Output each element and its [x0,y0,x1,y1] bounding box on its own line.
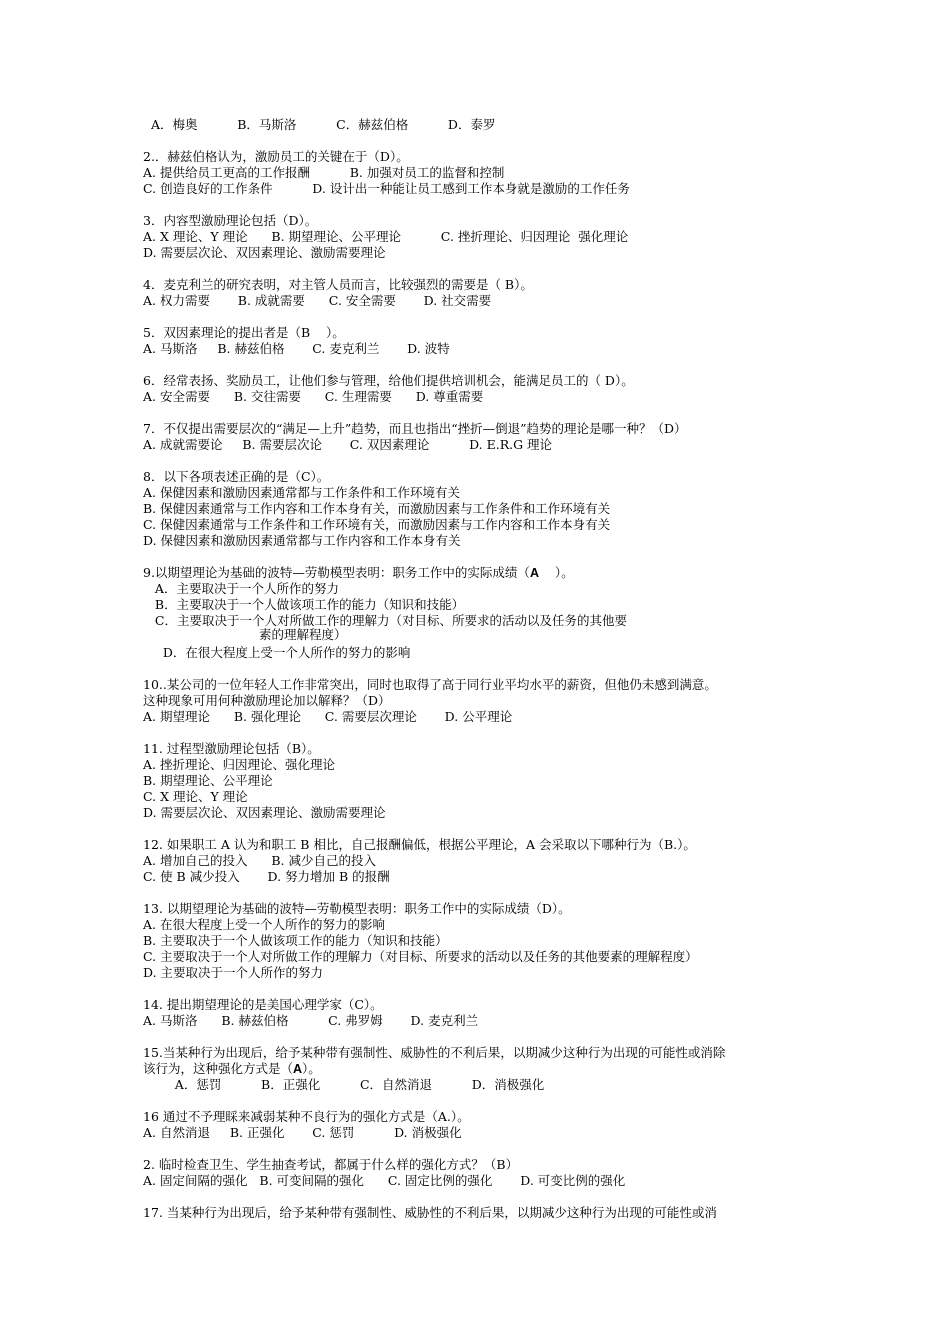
q9-option-c-cont: 素的理解程度） [259,627,347,642]
q10-stem: 10..某公司的一位年轻人工作非常突出，同时也取得了高于同行业平均水平的薪资，但他仍未感到满意。 [143,677,717,692]
q10-stem-cont: 这种现象可用何种激励理论加以解释？（D） [143,693,391,708]
q8-stem: 8．以下各项表述正确的是（C）。 [143,469,330,484]
q5-stem: 5．双因素理论的提出者是（B ）。 [143,325,345,340]
q15-stem-cont [143,1061,321,1077]
q8-option-b: B. 保健因素通常与工作内容和工作本身有关，而激励因素与工作条件和工作环境有关 [143,501,611,516]
q9-option-c: C．主要取决于一个人对所做工作的理解力（对目标、所要求的活动以及任务的其他要 [143,613,627,628]
q9-answer: A [529,566,539,580]
q11-option-c: C. X 理论、Y 理论 [143,789,248,804]
q17-stem: 17. 当某种行为出现后，给予某种带有强制性、威胁性的不利后果，以期减少这种行为出现的可能性或消 [143,1205,717,1220]
q9-stem [143,565,574,581]
q3-option-d: D. 需要层次论、双因素理论、激励需要理论 [143,245,386,260]
q2-options-cd: C. 创造良好的工作条件 D. 设计出一种能让员工感到工作本身就是激励的工作任务 [143,181,630,196]
q8-option-a: A. 保健因素和激励因素通常都与工作条件和工作环境有关 [143,485,460,500]
q11-option-b: B. 期望理论、公平理论 [143,773,273,788]
q1-options: A．梅奥 B．马斯洛 C．赫兹伯格 D．泰罗 [143,117,496,132]
q15-stem: 15.当某种行为出现后，给予某种带有强制性、威胁性的不利后果，以期减少这种行为出现的可能性或消除 [143,1045,726,1060]
q13-option-b: B. 主要取决于一个人做该项工作的能力（知识和技能） [143,933,448,948]
q13-option-a: A. 在很大程度上受一个人所作的努力的影响 [143,917,385,932]
q11-option-d: D. 需要层次论、双因素理论、激励需要理论 [143,805,386,820]
q4-options: A. 权力需要 B. 成就需要 C. 安全需要 D. 社交需要 [143,293,492,308]
q2-stem: 2.．赫兹伯格认为，激励员工的关键在于（D）。 [143,149,409,164]
q9-option-b: B．主要取决于一个人做该项工作的能力（知识和技能） [143,597,465,612]
q6-options: A. 安全需要 B. 交往需要 C. 生理需要 D. 尊重需要 [143,389,484,404]
q2b-options: A. 固定间隔的强化 B. 可变间隔的强化 C. 固定比例的强化 D. 可变比例的强化 [143,1173,626,1188]
q14-options: A. 马斯洛 B. 赫兹伯格 C. 弗罗姆 D. 麦克利兰 [143,1013,479,1028]
q8-option-c: C. 保健因素通常与工作条件和工作环境有关，而激励因素与工作内容和工作本身有关 [143,517,611,532]
q9-stem-end: ）。 [538,565,574,580]
q16-stem: 16 通过不予理睬来减弱某种不良行为的强化方式是（A.）。 [143,1109,470,1124]
q13-stem: 13. 以期望理论为基础的波特—劳勒模型表明：职务工作中的实际成绩（D）。 [143,901,571,916]
q2-options-ab: A. 提供给员工更高的工作报酬 B. 加强对员工的监督和控制 [143,165,505,180]
q12-options-ab: A. 增加自己的投入 B. 减少自己的投入 [143,853,376,868]
q10-options: A. 期望理论 B. 强化理论 C. 需要层次理论 D. 公平理论 [143,709,513,724]
q2b-stem: 2. 临时检查卫生、学生抽查考试，都属于什么样的强化方式？（B） [143,1157,519,1172]
q15-stem-text: 该行为，这种强化方式是（ [143,1061,294,1076]
q3-options-abc: A. X 理论、Y 理论 B. 期望理论、公平理论 C. 挫折理论、归因理论 强化理论 [143,229,629,244]
q3-stem: 3．内容型激励理论包括（D）。 [143,213,318,228]
q5-options: A. 马斯洛 B. 赫兹伯格 C. 麦克利兰 D. 波特 [143,341,450,356]
q13-option-c: C. 主要取决于一个人对所做工作的理解力（对目标、所要求的活动以及任务的其他要素的理解程度） [143,949,698,964]
q4-stem: 4．麦克利兰的研究表明，对主管人员而言，比较强烈的需要是（ B）。 [143,277,533,292]
q7-stem: 7．不仅提出需要层次的“满足—上升”趋势，而且也指出“挫折—倒退”趋势的理论是哪一种？（D） [143,421,687,436]
q12-options-cd: C. 使 B 减少投入 D. 努力增加 B 的报酬 [143,869,390,884]
q8-option-d: D. 保健因素和激励因素通常都与工作内容和工作本身有关 [143,533,461,548]
q9-option-a: A．主要取决于一个人所作的努力 [143,581,339,596]
q9-stem-text: 9.以期望理论为基础的波特—劳勒模型表明：职务工作中的实际成绩（ [143,565,530,580]
q9-option-d: D．在很大程度上受一个人所作的努力的影响 [143,645,411,660]
q12-stem: 12. 如果职工 A 认为和职工 B 相比，自己报酬偏低，根据公平理论，A 会采取以下哪种行为（B.）。 [143,837,696,852]
q7-options: A. 成就需要论 B. 需要层次论 C. 双因素理论 D. E.R.G 理论 [143,437,553,452]
q6-stem: 6．经常表扬、奖励员工，让他们参与管理，给他们提供培训机会，能满足员工的（ D）。 [143,373,634,388]
q15-options: A．惩罚 B．正强化 C．自然消退 D．消极强化 [143,1077,545,1092]
q15-stem-end: ）。 [302,1061,321,1076]
q16-options: A. 自然消退 B. 正强化 C. 惩罚 D. 消极强化 [143,1125,462,1140]
q11-stem: 11. 过程型激励理论包括（B）。 [143,741,320,756]
q11-option-a: A. 挫折理论、归因理论、强化理论 [143,757,335,772]
q15-answer: A [293,1062,303,1076]
q13-option-d: D. 主要取决于一个人所作的努力 [143,965,324,980]
q14-stem: 14. 提出期望理论的是美国心理学家（C）。 [143,997,383,1012]
